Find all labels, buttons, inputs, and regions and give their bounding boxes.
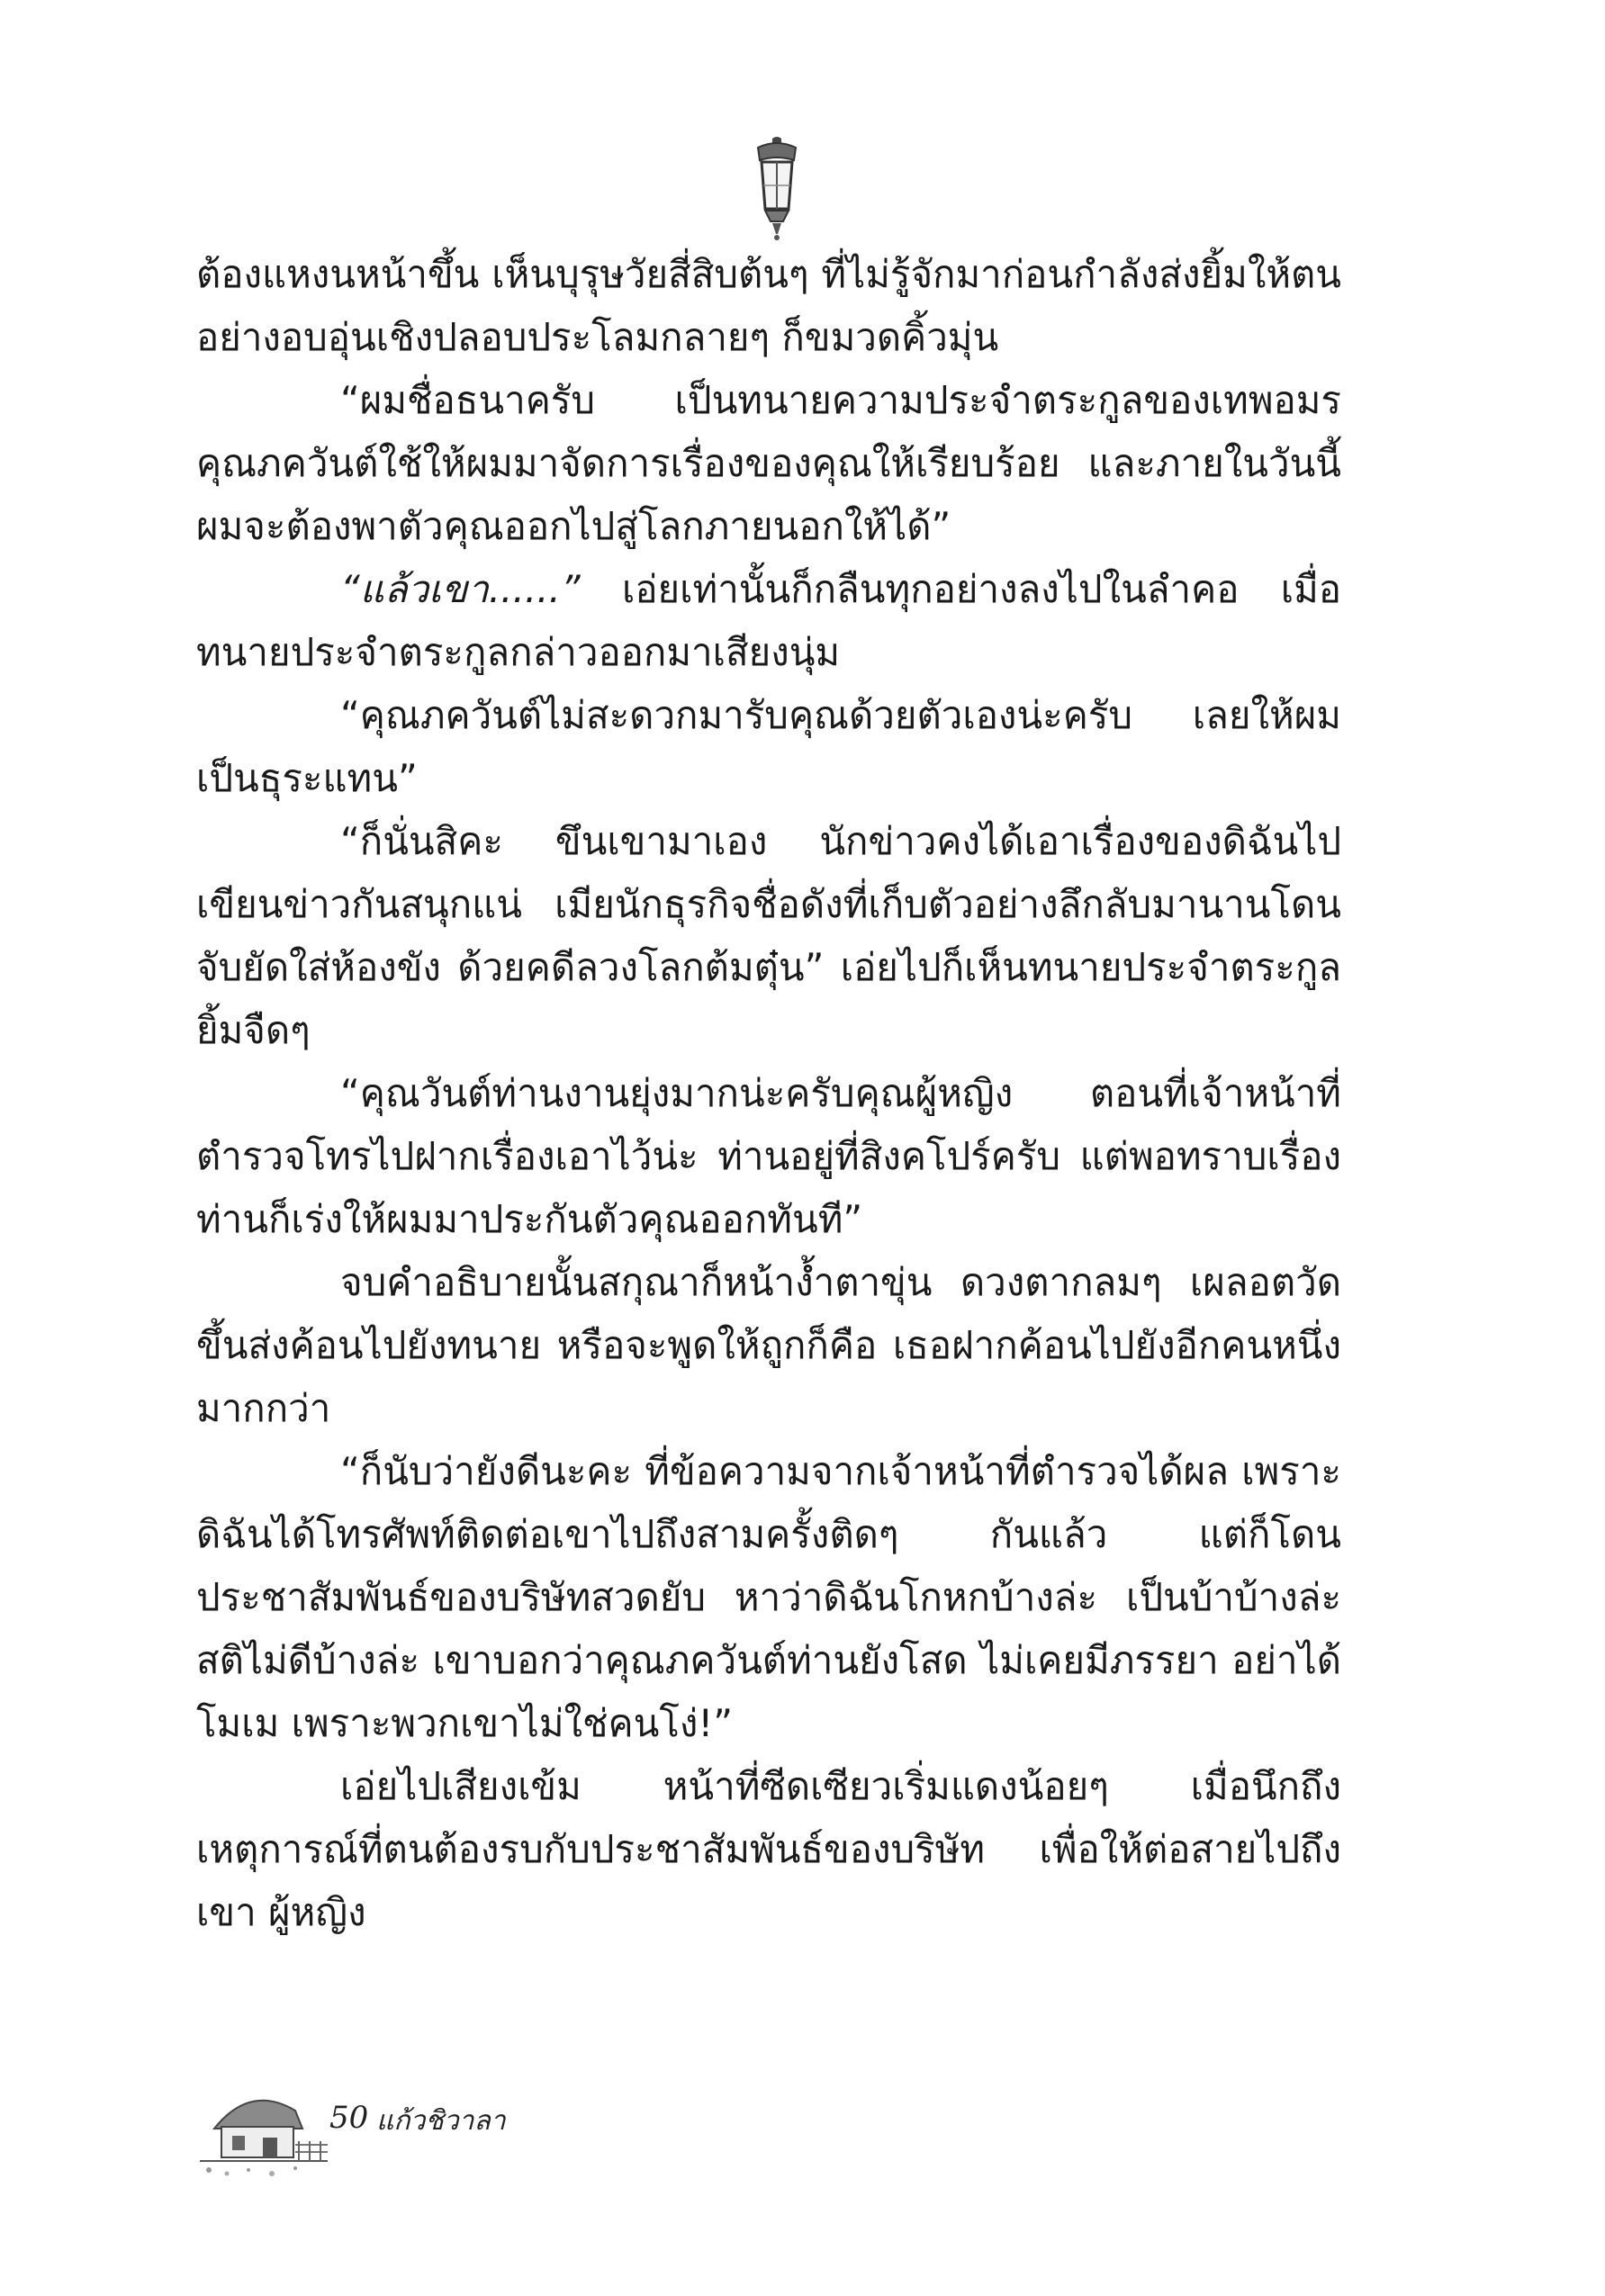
- paragraph: [196, 558, 1341, 684]
- cottage-icon: [196, 2075, 331, 2183]
- paragraph: “คุณวันต์ท่านงานยุ่งมากน่ะครับคุณผู้หญิง ตอนที่เจ้าหน้าที่ตำรวจโทรไปฝากเรื่องเอาไว้น่ะ ท่านอยู่ที่สิงคโปร์ครับ แต่พอทราบเรื่องท่านก็เร่งให้ผมมาประกันตัวคุณออกทันที”: [196, 1071, 1341, 1241]
- paragraph: ต้องแหงนหน้าขึ้น เห็นบุรุษวัยสี่สิบต้นๆ ที่ไม่รู้จักมาก่อนกำลังส่งยิ้มให้ตนอย่างอบอุ่นเชิงปลอบประโลมกลายๆ ก็ขมวดคิ้วมุ่น: [196, 252, 1341, 359]
- paragraph: เอ่ยไปเสียงเข้ม หน้าที่ซีดเซียวเริ่มแดงน้อยๆ เมื่อนึกถึงเหตุการณ์ที่ตนต้องรบกับประชาสัมพันธ์ของบริษัท เพื่อให้ต่อสายไปถึงเขา ผู้หญิง: [196, 1764, 1341, 1934]
- paragraph: “ก็นับว่ายังดีนะคะ ที่ข้อความจากเจ้าหน้าที่ตำรวจได้ผล เพราะดิฉันได้โทรศัพท์ติดต่อเขาไปถึงสามครั้งติดๆ กันแล้ว แต่ก็โดนประชาสัมพันธ์ของบริษัทสวดยับ หาว่าดิฉันโกหกบ้างล่ะ เป็นบ้าบ้างล่ะ สติไม่ดีบ้างล่ะ เขาบอกว่าคุณภควันต์ท่านยังโสด ไม่เคยมีภรรยา อย่าได้โมเม เพราะพวกเขาไม่ใช่คนโง่!”: [196, 1449, 1341, 1745]
- paragraph: “คุณภควันต์ไม่สะดวกมารับคุณด้วยตัวเองน่ะครับ เลยให้ผมเป็นธุระแทน”: [196, 693, 1341, 800]
- paragraph: “ก็นั่นสิคะ ขึนเขามาเอง นักข่าวคงได้เอาเรื่องของดิฉันไปเขียนข่าวกันสนุกแน่ เมียนักธุรกิจชื่อดังที่เก็บตัวอย่างลึกลับมานานโดนจับยัดใส่ห้องขัง ด้วยคดีลวงโลกต้มตุ๋น” เอ่ยไปก็เห็นทนายประจำตระกูลยิ้มจืดๆ: [196, 819, 1341, 1052]
- page-number: 50: [329, 2100, 369, 2136]
- paragraph: “ผมชื่อธนาครับ เป็นทนายความประจำตระกูลของเทพอมร คุณภควันต์ใช้ให้ผมมาจัดการเรื่องของคุณให้เรียบร้อย และภายในวันนี้ผมจะต้องพาตัวคุณออกไปสู่โลกภายนอกให้ได้”: [196, 378, 1341, 548]
- body-text: [196, 243, 1341, 1944]
- lantern-icon: [745, 135, 808, 243]
- paragraph: จบคำอธิบายนั้นสกุณาก็หน้าง้ำตาขุ่น ดวงตากลมๆ เผลอตวัดขึ้นส่งค้อนไปยังทนาย หรือจะพูดให้ถูกก็คือ เธอฝากค้อนไปยังอีกคนหนึ่งมากกว่า: [196, 1260, 1341, 1430]
- page-footer: [196, 2075, 646, 2183]
- italic-quote: “แล้วเขา......”: [340, 567, 581, 611]
- book-title: แก้วชิวาลา: [376, 2105, 506, 2137]
- paragraph-text: เอ่ยเท่านั้นก็กลืนทุกอย่างลงไปในลำคอ เมื่อทนายประจำตระกูลกล่าวออกมาเสียงนุ่ม: [196, 567, 1341, 674]
